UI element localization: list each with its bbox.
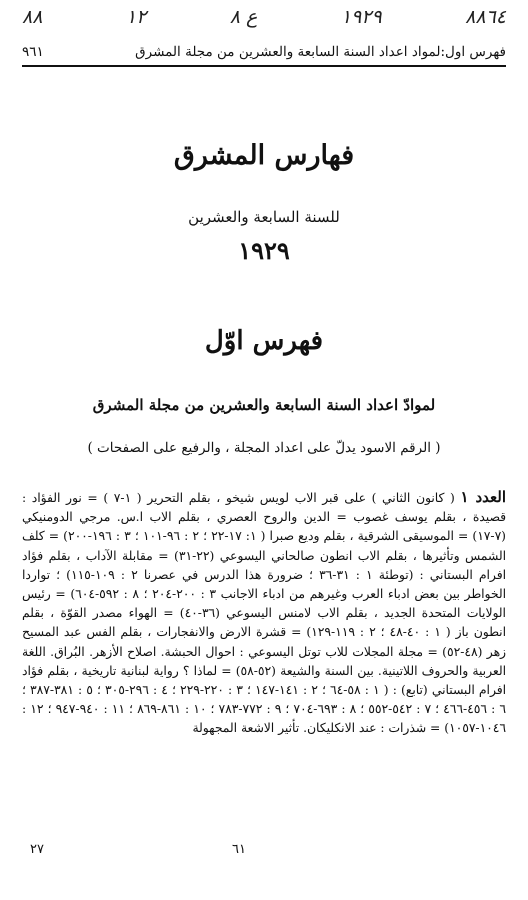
manuscript-note: ع ٨ — [229, 6, 258, 28]
index-entries: ( كانون الثاني ) على قبر الاب لويس شيخو ، بقلم التحرير ( ١-٧ ) = نور الفؤاد : قصيدة ، بقلم يوسف غصوب = الدين والروح العصري ، بقلم الاب ا.س. مرجي الدومنيكي (٧-١٧) = الموسيقى الشرقية ، بقلم وديع صبرا ( ١: ١٧-٢٢ ؛ ٢ : ٩٦-١٠١ ؛ ٣ : ١٩٦-٢٠٠) = كلف الشمس وتأثيرها ، بقلم الاب انطون صالحاني اليسوعي (٢٢-٣١) = مقابلة الآداب ، بقلم فؤاد افرام البستاني : (توطئة ١ : ٣١-٣٦ ؛ ضرورة هذا الدرس في عصرنا ٢ : ١٠٩-١١٥) ؛ تواردا الخواطر بين بعض ادباء العرب وغيرهم من ادباء الاجانب ٣ : ٢٠٠-٢٠٤ ؛ ٨ : ٥٩٢-٦٠٤) = رئيس الولايات المتحدة الجديد ، بقلم الاب لامنس اليسوعي (٣٦-٤٠) = الهواء مصدر القوّة ، بقلم انطون باز ( ١ : ٤٠-٤٨ ؛ ٢ : ١١٩-١٢٩) = قشرة الارض والانفجارات ، بقلم الفس عبد المسيح زهر (٤٨-٥٢) = مجلة المجلات للاب توتل اليسوعي : احوال الحبشة. اصلاح الأزهر. البُراق. اللغة العربية والحروف اللاتينية. بين السنة والشيعة (٥٢-٥٨) = لماذا ؟ رواية لبنانية تاريخية ، بقلم فؤاد افرام البستاني (تابع) : ( ١ : ٥٨-٦٤ ؛ ٢ : ١٤١-١٤٧ ؛ ٣ : ٢٢٠-٢٢٩ ؛ ٤ : ٢٩٦-٣٠٥ ؛ ٥ : ٣٨١-٣٨٧ ؛ ٦ : ٤٥٦-٤٦٦ ؛ ٧ : ٥٤٢-٥٥٢ ؛ ٨ : ٦٩٣-٧٠٤ ؛ ٩ : ٧٧٢-٧٨٣ ؛ ١٠ : ٨٦١-٨٦٩ ؛ ١١ : ٩٤٠-٩٤٧ ؛ ١٢ : ١٠٤٦-١٠٥٧) = شذرات : عند الانكليكان. تأثير الاشعة المجهولة — [22, 491, 506, 736]
page-subtitle: للسنة السابعة والعشرين — [188, 208, 340, 226]
running-header-text: فهرس اول:لمواد اعداد السنة السابعة والعشرين من مجلة المشرق — [135, 44, 506, 60]
running-header-page: ٩٦١ — [22, 44, 44, 60]
section-title: فهرس اوّل — [204, 326, 324, 356]
manuscript-note: ٨٨٦٤ — [465, 6, 506, 28]
manuscript-note: ٨٨ — [22, 6, 43, 28]
year-heading: ١٩٢٩ — [238, 236, 290, 265]
manuscript-annotations — [22, 6, 506, 28]
issue-page-number: ٢٧ — [30, 842, 44, 857]
section-subtitle: لموادّ اعداد السنة السابعة والعشرين من مجلة المشرق — [92, 396, 436, 414]
manuscript-note: ١٢ — [125, 6, 147, 28]
page-title: فهارس المشرق — [173, 140, 355, 171]
page-number: ٦١ — [232, 842, 246, 857]
manuscript-note: ١٩٢٩ — [340, 6, 382, 28]
running-header — [22, 44, 506, 67]
index-body — [22, 488, 506, 828]
reading-note: ( الرقم الاسود يدلّ على اعداد المجلة ، والرفيع على الصفحات ) — [87, 440, 441, 456]
issue-lead: العدد ١ — [460, 488, 506, 506]
